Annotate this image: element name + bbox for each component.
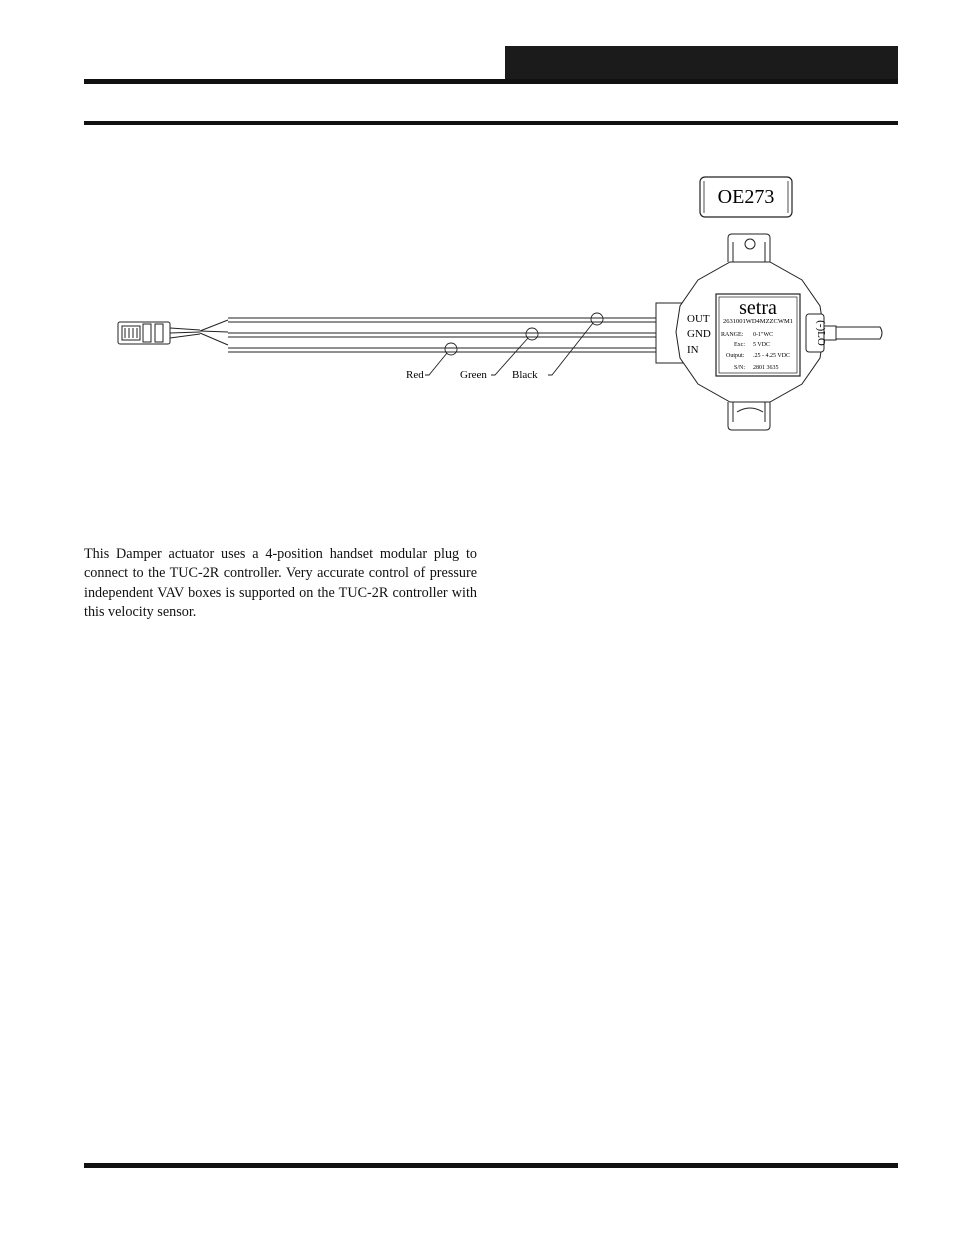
spec-output-key: Output: bbox=[726, 353, 745, 359]
brand-logo: setra bbox=[739, 297, 777, 319]
wire-label-black: Black bbox=[512, 369, 538, 381]
model-label-box bbox=[700, 177, 792, 217]
terminal-label-out: OUT bbox=[687, 313, 710, 325]
wire-label-green: Green bbox=[460, 369, 487, 381]
port-label-lo: (-)LO bbox=[815, 320, 827, 346]
modular-plug bbox=[118, 320, 228, 345]
description-paragraph: This Damper actuator uses a 4-position handset modular plug to connect to the TUC-2R controller. Very accurate control of pressure independent VAV boxes is supported on the TUC-2R controller with this velocity sensor. bbox=[84, 546, 477, 620]
spec-range-key: RANGE: bbox=[721, 332, 744, 338]
model-label: OE273 bbox=[717, 186, 775, 208]
wire-bundle bbox=[228, 318, 656, 352]
terminal-label-gnd: GND bbox=[687, 328, 711, 340]
terminal-label-in: IN bbox=[687, 344, 699, 356]
spec-exc-key: Exc: bbox=[734, 342, 745, 348]
wire-label-red: Red bbox=[406, 369, 424, 381]
spec-sn-key: S/N: bbox=[734, 365, 746, 371]
sensor-wiring-diagram bbox=[0, 0, 954, 460]
part-number: 2631001WD4MZZCWM1 bbox=[722, 318, 794, 325]
spec-exc-value: 5 VDC bbox=[753, 342, 771, 348]
footer-rule bbox=[84, 1163, 898, 1168]
spec-range-value: 0-1"WC bbox=[753, 332, 774, 338]
spec-sn-value: 2801 3635 bbox=[753, 365, 779, 371]
spec-output-value: .25 - 4.25 VDC bbox=[753, 353, 791, 359]
